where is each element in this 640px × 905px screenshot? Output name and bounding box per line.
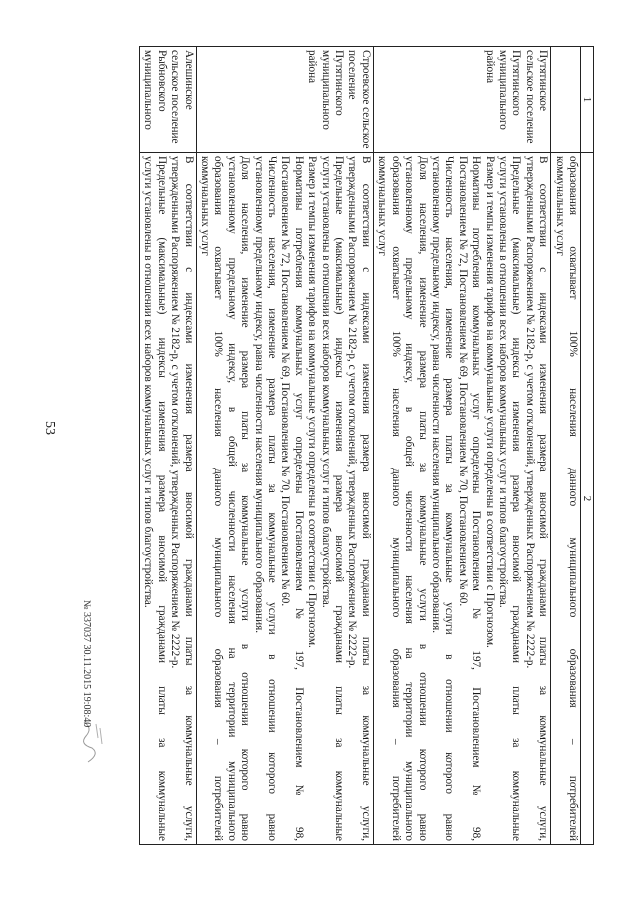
settlement-name-line: района bbox=[483, 50, 496, 84]
regulation-text-line: Нормативы потребления коммунальных услуг определены Постановлением № 197, Постановлением № 98, bbox=[470, 156, 483, 841]
settlement-name-line: Строевское сельское bbox=[359, 50, 372, 149]
regulation-text-line: образования охватывает 100% населения данного муниципального образования – потребителей bbox=[389, 156, 402, 841]
table-row bbox=[140, 47, 197, 845]
regulation-text-line: Численность населения, изменение размера платы за коммунальные услуги в отношении которого равно bbox=[443, 156, 456, 841]
regulation-text-line: Предельные (максимальные) индексы изменения размера вносимой гражданами платы за коммунальные bbox=[510, 156, 523, 841]
rotated-table-container bbox=[68, 46, 594, 844]
regulation-text-line: Нормативы потребления коммунальных услуг определены Постановлением № 197, Постановлением № 98, bbox=[292, 156, 305, 841]
regulation-text-line: Численность населения, изменение размера платы за коммунальные услуги в отношении которого равно bbox=[266, 156, 279, 841]
regulation-text-line: услуги установлены в отношении всех наборов коммунальных услуг и типов благоустройства. bbox=[319, 156, 332, 608]
regulation-text-line: В соответствии с индексами изменения размера вносимой гражданами платы за коммунальные услуги, bbox=[537, 156, 550, 841]
settlement-name-line: района bbox=[306, 50, 319, 84]
settlement-name-line: муниципального bbox=[142, 50, 155, 130]
settlement-name-line: сельское поселение bbox=[523, 50, 536, 144]
regulation-text-line: утвержденными Распоряжением № 2182-р, с учетом отклонений, утвержденных Распоряжением № 2222-р. bbox=[523, 156, 536, 669]
settlement-name-line: Алешинское bbox=[182, 50, 195, 110]
regulation-text-cell bbox=[551, 153, 581, 845]
regulation-text-line: утвержденными Распоряжением № 2182-р, с учетом отклонений, утвержденных Распоряжением № 2222-р. bbox=[346, 156, 359, 669]
table-header-row bbox=[581, 47, 594, 845]
regulation-text-cell bbox=[140, 153, 197, 845]
settlement-name-cell bbox=[551, 47, 581, 153]
table-row bbox=[373, 47, 550, 845]
regulation-text-line: установленному предельному индексу, равна численности населения муниципального образования. bbox=[252, 156, 265, 634]
settlement-name-cell bbox=[196, 47, 373, 153]
table-row bbox=[551, 47, 581, 845]
regulation-text-line: коммунальных услуг bbox=[553, 156, 566, 256]
regulation-text-cell bbox=[373, 153, 550, 845]
settlement-name-line: поселение bbox=[346, 50, 359, 100]
regulation-text-cell bbox=[196, 153, 373, 845]
regulation-text-line: Доля населения, изменение размера платы за коммунальные услуги в отношении которого равно bbox=[416, 156, 429, 841]
regulation-text-line: образования охватывает 100% населения данного муниципального образования – потребителей bbox=[567, 156, 579, 841]
settlement-name-cell bbox=[140, 47, 197, 153]
regulation-text-line: утвержденными Распоряжением № 2182-р, с учетом отклонений, утвержденных Распоряжением № 2222-р. bbox=[169, 156, 182, 669]
settlement-name-line: Рыбновского bbox=[155, 50, 168, 112]
document-footer-stamp: № 337037 30.11.2015 19:08:40 bbox=[81, 600, 92, 728]
table-row bbox=[196, 47, 373, 845]
column-header-1: 1 bbox=[581, 47, 594, 153]
page-number: 53 bbox=[42, 421, 57, 435]
settlement-name-line: Путятинского bbox=[510, 50, 523, 116]
regulation-text-line: Доля населения, изменение размера платы за коммунальные услуги в отношении которого равно bbox=[239, 156, 252, 841]
regulation-text-line: В соответствии с индексами изменения размера вносимой гражданами платы за коммунальные услуги, bbox=[182, 156, 195, 841]
regulation-text-line: услуги установлены в отношении всех наборов коммунальных услуг и типов благоустройства. bbox=[142, 156, 155, 608]
column-header-2: 2 bbox=[581, 153, 594, 845]
document-table bbox=[139, 46, 594, 845]
regulation-text-line: образования охватывает 100% населения данного муниципального образования – потребителей bbox=[212, 156, 225, 841]
settlement-name-line: муниципального bbox=[319, 50, 332, 130]
regulation-text-line: Постановлением № 72, Постановлением № 69, Постановлением № 70, Постановлением № 60. bbox=[279, 156, 292, 607]
regulation-text-line: услуги установлены в отношении всех наборов коммунальных услуг и типов благоустройства. bbox=[496, 156, 509, 608]
regulation-text-line: Размер и темпы изменения тарифов на коммунальные услуги определены в соответствии с Прогнозом. bbox=[483, 156, 496, 648]
regulation-text-line: В соответствии с индексами изменения размера вносимой гражданами платы за коммунальные услуги, bbox=[359, 156, 372, 841]
settlement-name-cell bbox=[373, 47, 550, 153]
regulation-text-line: установленному предельному индексу, в общей численности населения на территории муниципального bbox=[225, 156, 238, 841]
regulation-text-line: коммунальных услуг bbox=[376, 156, 389, 256]
regulation-text-line: Постановлением № 72, Постановлением № 69, Постановлением № 70, Постановлением № 60. bbox=[456, 156, 469, 607]
regulation-text-line: коммунальных услуг bbox=[199, 156, 212, 256]
regulation-text-line: Предельные (максимальные) индексы изменения размера вносимой гражданами платы за коммунальные bbox=[155, 156, 168, 841]
settlement-name-line: муниципального bbox=[496, 50, 509, 130]
settlement-name-line: Путятинского bbox=[333, 50, 346, 116]
regulation-text-line: Предельные (максимальные) индексы изменения размера вносимой гражданами платы за коммунальные bbox=[333, 156, 346, 841]
table-body bbox=[140, 47, 581, 845]
settlement-name-line: Путятинское bbox=[537, 50, 550, 111]
settlement-name-line: сельское поселение bbox=[169, 50, 182, 144]
regulation-text-line: установленному предельному индексу, равна численности населения муниципального образования. bbox=[429, 156, 442, 634]
regulation-text-line: установленному предельному индексу, в общей численности населения на территории муниципального bbox=[403, 156, 416, 841]
regulation-text-line: Размер и темпы изменения тарифов на коммунальные услуги определены в соответствии с Прогнозом. bbox=[306, 156, 319, 648]
